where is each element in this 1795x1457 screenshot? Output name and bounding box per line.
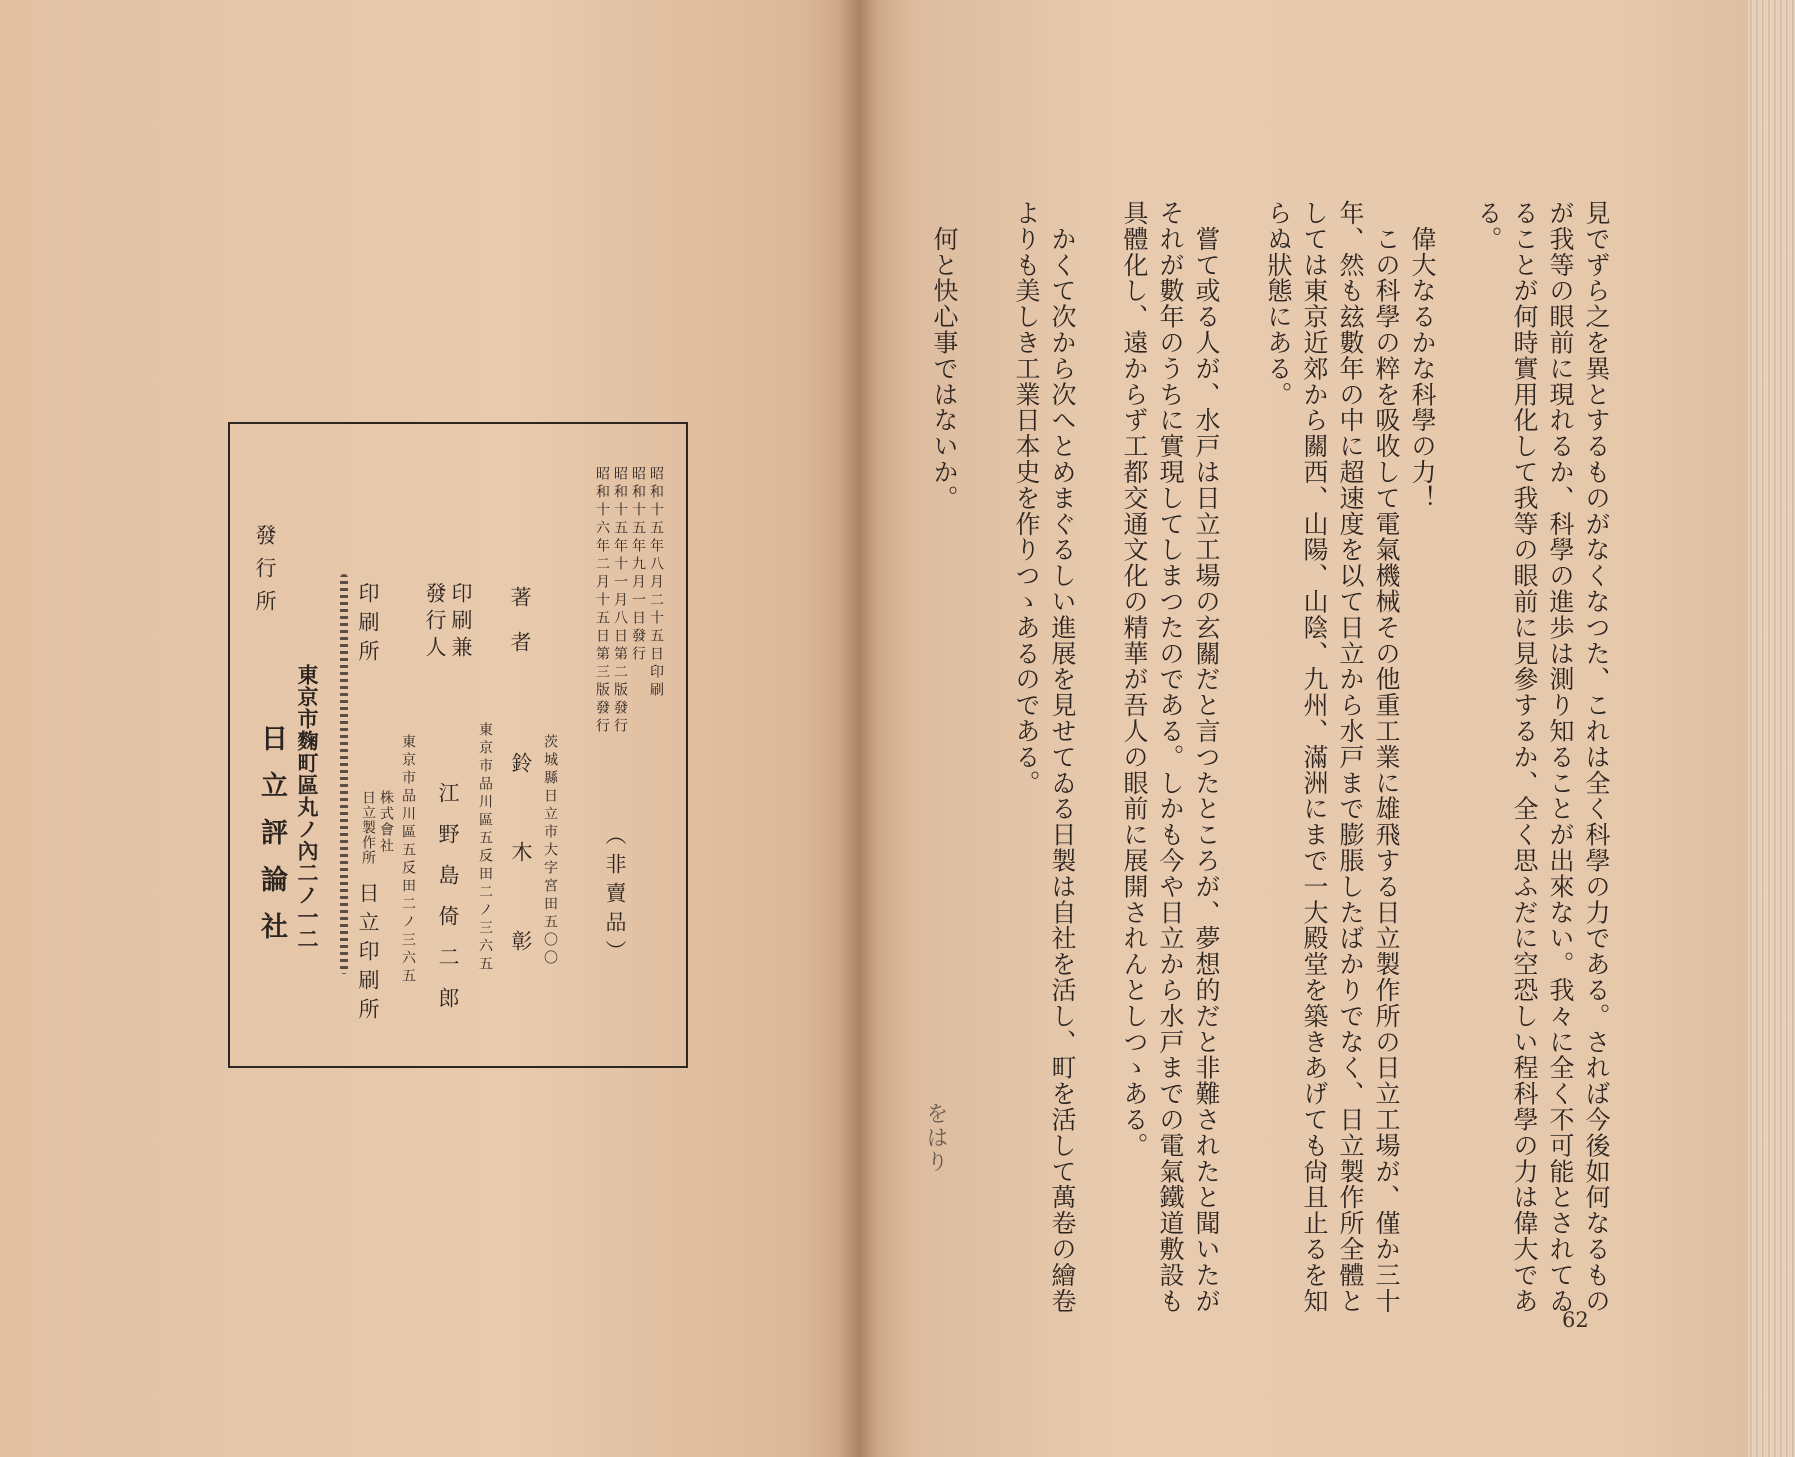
publisher-label-line2: 發行人 xyxy=(423,582,447,663)
printer-company-line1: 株式會社 xyxy=(378,790,394,854)
issuer-label: 發行所 xyxy=(253,524,277,623)
text-column: この科學の粹を吸收して電氣機械その他重工業に雄飛する日立製作所の日立工場が、僅か三十 xyxy=(1372,200,1401,1314)
text-column: よりも美しき工業日本史を作りつゝあるのである。 xyxy=(1012,200,1041,796)
text-column: 年、然も玆數年の中に超速度を以て日立から水戸まで膨脹したばかりでなく、日立製作所全體と xyxy=(1336,200,1365,1314)
text-column: 何と快心事ではないか。 xyxy=(930,200,959,511)
author-name: 鈴木彰 xyxy=(509,752,533,1019)
text-column: が我等の眼前に現れるか、科學の進歩は測り知ることが出來ない。我々に全く不可能とされてゐ xyxy=(1546,200,1575,1314)
text-column: それが數年のうちに實現してしまつたのである。しかも今や日立から水戸までの電氣鐵道敷設も xyxy=(1156,200,1185,1314)
issuer-name: 日立評論社 xyxy=(256,724,287,959)
colophon-divider xyxy=(340,574,348,974)
text-column: 偉大なるかな科學の力！ xyxy=(1408,200,1437,511)
text-column: しては東京近郊から關西、山陽、山陰、九州、滿洲にまで一大殿堂を築きあげても尙且止るを知 xyxy=(1300,200,1329,1314)
publisher-label-line1: 印刷兼 xyxy=(449,582,473,663)
printer-name: 日立印刷所 xyxy=(356,882,380,1027)
issue-date: 昭和十五年九月一日發行 xyxy=(630,466,646,664)
printer-label: 印刷所 xyxy=(356,582,380,669)
colophon-box xyxy=(228,422,688,1068)
printer-company-line2: 日立製作所 xyxy=(360,790,376,865)
publisher-name: 江野島倚二郎 xyxy=(436,782,460,1028)
third-edition-date: 昭和十六年二月十五日第三版發行 xyxy=(594,466,610,736)
text-column: 具體化し、遠からず工都交通文化の精華が吾人の眼前に展開されんとしつゝある。 xyxy=(1120,200,1149,1159)
text-column: ることが何時實用化して我等の眼前に見參するか、全く思ふだに空恐しい程科學の力は偉大であ xyxy=(1510,200,1539,1314)
printer-address: 東京市品川區五反田二ノ三六五 xyxy=(400,734,416,986)
text-column: らぬ狀態にある。 xyxy=(1264,200,1293,408)
publisher-address: 東京市品川區五反田二ノ三六五 xyxy=(477,722,493,974)
issuer-address: 東京市麴町區丸ノ內二ノ一二 xyxy=(295,664,320,950)
print-date: 昭和十五年八月二十五日印刷 xyxy=(648,466,664,700)
page-number: 62 xyxy=(1562,1308,1589,1332)
second-edition-date: 昭和十五年十一月八日第二版發行 xyxy=(612,466,628,736)
text-column: かくて次から次へとめまぐるしい進展を見せてゐる日製は自社を活し、町を活して萬卷の繪卷 xyxy=(1048,200,1077,1314)
author-label: 著者 xyxy=(508,586,532,676)
text-column: 見でずら之を異とするものがなくなつた、これは全く科學の力である。されば今後如何なるもの xyxy=(1582,200,1611,1314)
text-column: る。 xyxy=(1474,200,1503,252)
text-column: 嘗て或る人が、水戸は日立工場の玄關だと言つたところが、夢想的だと非難されたと聞いたが xyxy=(1192,200,1221,1314)
not-for-sale: （非賣品） xyxy=(603,824,627,969)
end-mark: をはり xyxy=(923,1102,948,1174)
author-address: 茨城縣日立市大字宮田五〇〇 xyxy=(542,734,558,968)
